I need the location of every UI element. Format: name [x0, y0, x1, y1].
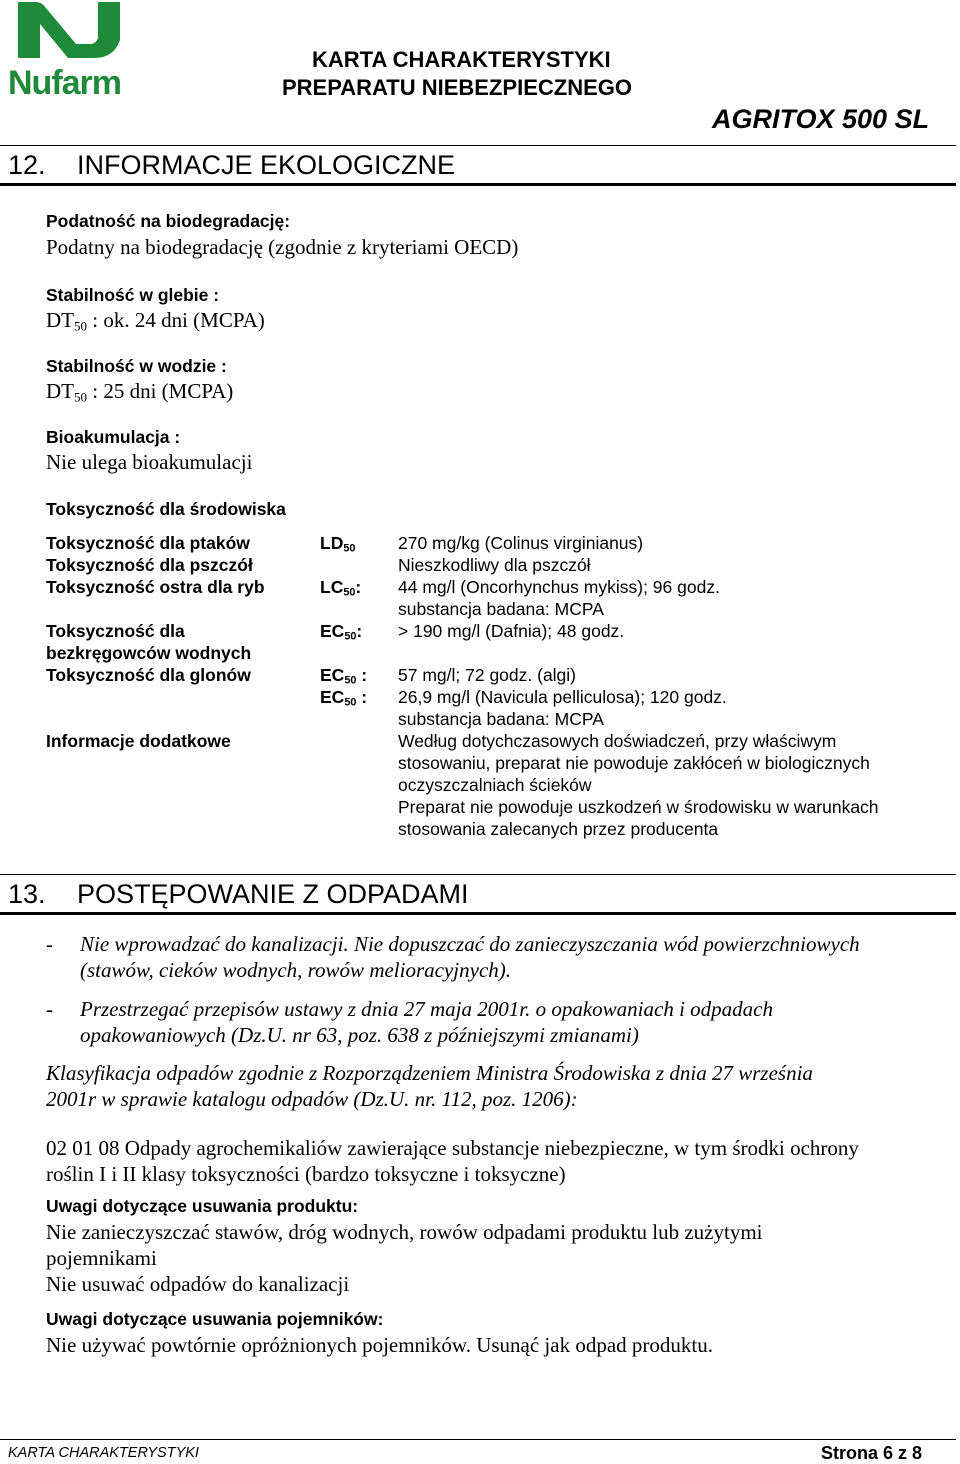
section-12-number: 12.: [8, 150, 46, 180]
soil-stability-label: Stabilność w glebie :: [46, 285, 220, 305]
invertebrates-label-line-2: bezkręgowców wodnych: [46, 643, 252, 663]
bullet-dash-1: -: [46, 932, 53, 956]
invertebrates-toxicity-value: > 190 mg/l (Dafnia); 48 godz.: [398, 621, 625, 641]
bioaccumulation-label: Bioakumulacja :: [46, 427, 181, 447]
biodegradation-value: Podatny na biodegradację (zgodnie z kryteriami OECD): [46, 235, 519, 259]
section-13-title: POSTĘPOWANIE Z ODPADAMI: [77, 879, 469, 909]
nufarm-logo: [6, 2, 131, 97]
section-13-number: 13.: [8, 879, 46, 909]
soil-stability-value: $DT_{50}$ : ok. 24 dni (MCPA): [46, 308, 265, 334]
fish-tested-substance: substancja badana: MCPA: [398, 599, 604, 619]
additional-info-line-3: oczyszczalniach ścieków: [398, 775, 592, 795]
bees-toxicity-value: Nieszkodliwy dla pszczół: [398, 555, 591, 575]
bees-toxicity-label: Toksyczność dla pszczół: [46, 555, 253, 575]
nufarm-logo-icon: [6, 2, 131, 97]
header-rule: [0, 145, 956, 146]
bioaccumulation-value: Nie ulega bioakumulacji: [46, 450, 253, 474]
container-disposal-value: Nie używać powtórnie opróżnionych pojemników. Usunąć jak odpad produktu.: [46, 1333, 713, 1357]
classification-line-2: 2001r w sprawie katalogu odpadów (Dz.U. nr. 112, poz. 1206):: [46, 1087, 578, 1111]
section-13-top-rule: [0, 874, 956, 875]
footer-rule: [0, 1439, 956, 1440]
section-12-title: INFORMACJE EKOLOGICZNE: [77, 150, 456, 180]
algae-toxicity-value-1: 57 mg/l; 72 godz. (algi): [398, 665, 577, 685]
water-stability-label: Stabilność w wodzie :: [46, 356, 227, 376]
product-name: AGRITOX 500 SL: [712, 104, 930, 134]
invertebrates-label-line-1: Toksyczność dla: [46, 621, 185, 641]
product-disposal-label: Uwagi dotyczące usuwania produktu:: [46, 1196, 359, 1216]
birds-param: $LD_{50}$: [320, 533, 356, 555]
additional-info-line-2: stosowaniu, preparat nie powoduje zakłóceń w biologicznych: [398, 753, 870, 773]
logo-wordmark: Nufarm: [8, 64, 122, 97]
fish-param: $LC_{50}$:: [320, 577, 362, 599]
invertebrates-param: $EC_{50}$:: [320, 621, 363, 643]
additional-info-line-5: stosowania zalecanych przez producenta: [398, 819, 719, 839]
bullet-dash-2: -: [46, 997, 53, 1021]
birds-toxicity-value: 270 mg/kg (Colinus virginianus): [398, 533, 644, 553]
section-13-rule: [0, 912, 956, 915]
algae-param-2: $EC_{50}$ :: [320, 687, 368, 709]
water-stability-value: $DT_{50}$ : 25 dni (MCPA): [46, 379, 234, 405]
bullet-1-line-2: (stawów, cieków wodnych, rowów melioracyjnych).: [80, 958, 512, 982]
title-line-2: PREPARATU NIEBEZPIECZNEGO: [282, 75, 632, 100]
section-12-rule: [0, 183, 956, 186]
product-disposal-line-1: Nie zanieczyszczać stawów, dróg wodnych, rowów odpadami produktu lub zużytymi: [46, 1220, 763, 1244]
product-disposal-line-2: pojemnikami: [46, 1246, 157, 1270]
algae-toxicity-label: Toksyczność dla glonów: [46, 665, 251, 685]
additional-info-line-4: Preparat nie powoduje uszkodzeń w środowisku w warunkach: [398, 797, 879, 817]
page-number: Strona 6 z 8: [820, 1443, 922, 1463]
bullet-2-line-1: Przestrzegać przepisów ustawy z dnia 27 maja 2001r. o opakowaniach i odpadach: [80, 997, 773, 1021]
container-disposal-label: Uwagi dotyczące usuwania pojemników:: [46, 1309, 384, 1329]
biodegradation-label: Podatność na biodegradację:: [46, 211, 291, 231]
waste-code-line-1: 02 01 08 Odpady agrochemikaliów zawierające substancje niebezpieczne, w tym środki ochrony: [46, 1136, 859, 1160]
bullet-1-line-1: Nie wprowadzać do kanalizacji. Nie dopuszczać do zanieczyszczania wód powierzchniowych: [80, 932, 860, 956]
document-title: [282, 46, 632, 102]
bullet-2-line-2: opakowaniowych (Dz.U. nr 63, poz. 638 z późniejszymi zmianami): [80, 1023, 639, 1047]
additional-info-line-1: Według dotychczasowych doświadczeń, przy właściwym: [398, 731, 837, 751]
env-toxicity-label: Toksyczność dla środowiska: [46, 499, 286, 519]
algae-param-1: $EC_{50}$ :: [320, 665, 368, 687]
birds-toxicity-label: Toksyczność dla ptaków: [46, 533, 250, 553]
algae-tested-substance: substancja badana: MCPA: [398, 709, 604, 729]
title-line-1: KARTA CHARAKTERYSTYKI: [312, 47, 611, 72]
algae-toxicity-value-2: 26,9 mg/l (Navicula pelliculosa); 120 godz.: [398, 687, 727, 707]
additional-info-label: Informacje dodatkowe: [46, 731, 231, 751]
waste-code-line-2: roślin I i II klasy toksyczności (bardzo toksyczne i toksyczne): [46, 1162, 566, 1186]
fish-toxicity-value: 44 mg/l (Oncorhynchus mykiss); 96 godz.: [398, 577, 720, 597]
product-disposal-line-3: Nie usuwać odpadów do kanalizacji: [46, 1272, 350, 1296]
classification-line-1: Klasyfikacja odpadów zgodnie z Rozporządzeniem Ministra Środowiska z dnia 27 września: [46, 1061, 813, 1085]
fish-toxicity-label: Toksyczność ostra dla ryb: [46, 577, 265, 597]
footer-document-name: KARTA CHARAKTERYSTYKI: [8, 1445, 199, 1461]
